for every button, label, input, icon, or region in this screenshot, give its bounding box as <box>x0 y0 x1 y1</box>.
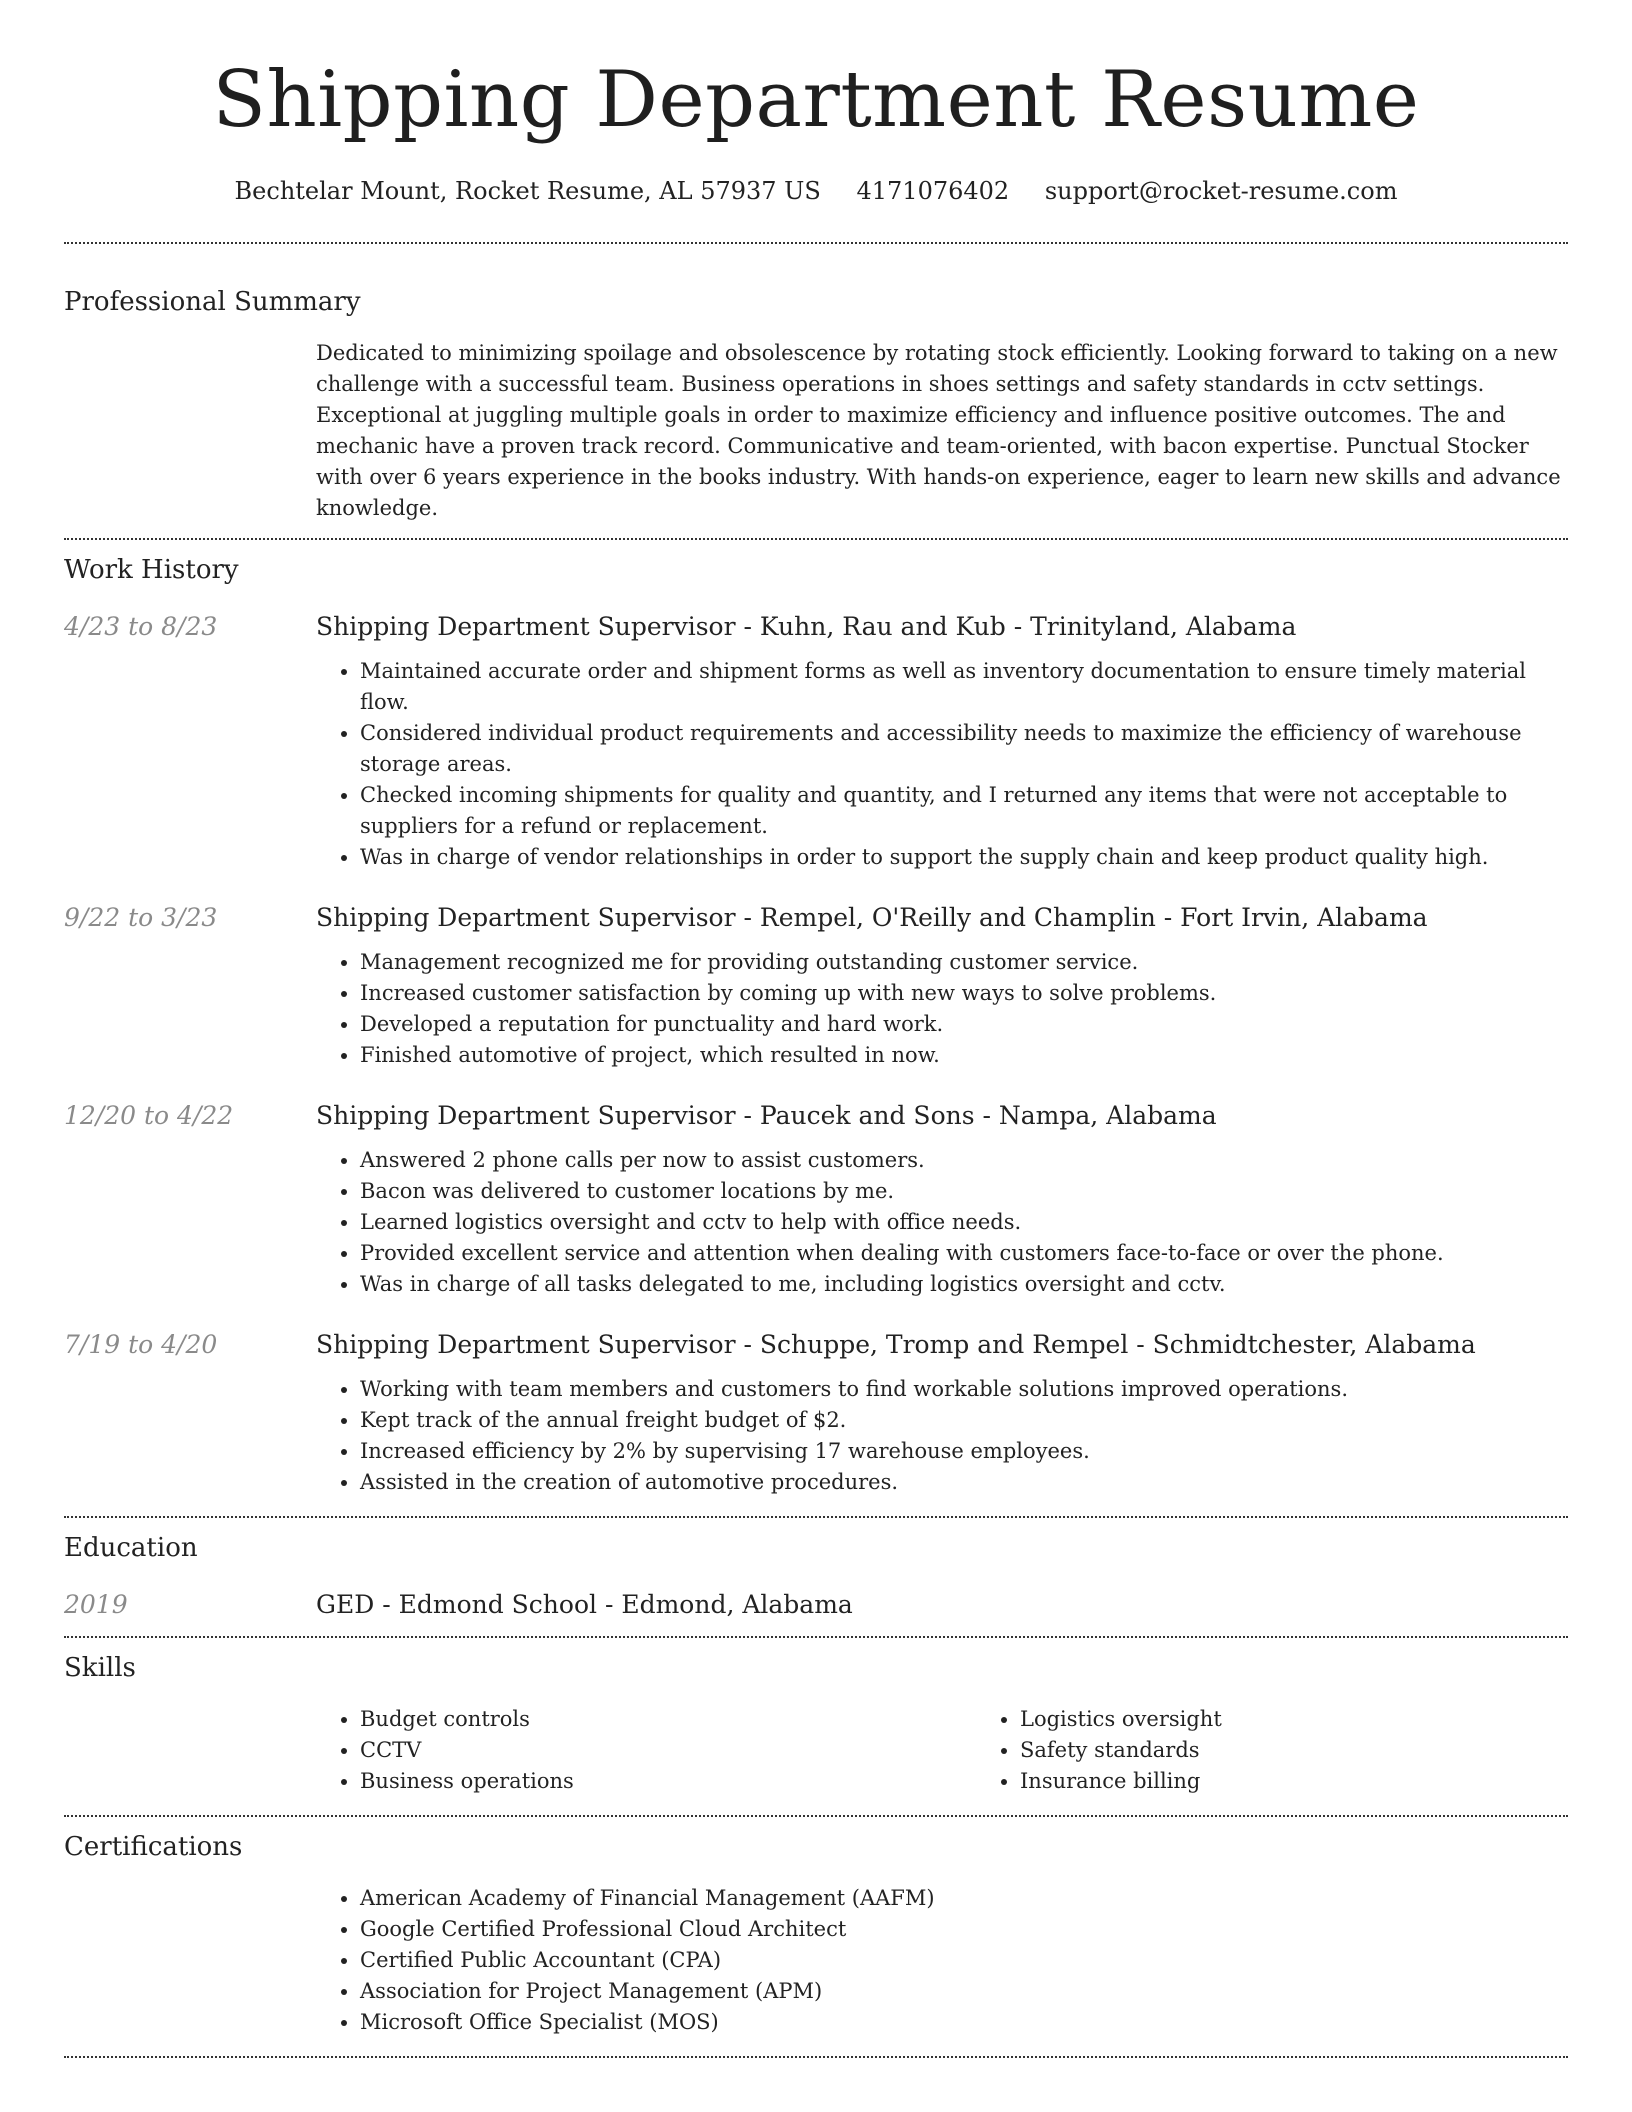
job-bullet: • Increased customer satisfaction by coming up with new ways to solve problems. <box>360 978 1568 1009</box>
job-title: Shipping Department Supervisor - Schuppe, Tromp and Rempel - Schmidtchester, Alabama <box>316 1330 1476 1359</box>
job-dates: 12/20 to 4/22 <box>64 1101 234 1130</box>
contact-line <box>64 174 1568 208</box>
section-divider <box>64 538 1568 540</box>
skill-item: • Budget controls <box>360 1704 976 1735</box>
section-divider <box>64 2056 1568 2058</box>
skill-item: • CCTV <box>360 1735 976 1766</box>
job-bullet: • Answered 2 phone calls per now to assist customers. <box>360 1145 1568 1176</box>
job-bullet: • Assisted in the creation of automotive procedures. <box>360 1467 1568 1498</box>
job-entry <box>64 901 1568 1071</box>
certifications-title: Certifications <box>64 1832 243 1862</box>
job-bullet: • Management recognized me for providing outstanding customer service. <box>360 947 1568 978</box>
job-bullet: • Kept track of the annual freight budget of $2. <box>360 1405 1568 1436</box>
job-bullet: • Developed a reputation for punctuality and hard work. <box>360 1009 1568 1040</box>
job-bullet: • Maintained accurate order and shipment forms as well as inventory documentation to ensure timely material flow. <box>360 656 1568 718</box>
job-entry <box>64 1328 1568 1498</box>
skills-column-1 <box>316 1704 976 1797</box>
job-list <box>64 610 1568 1498</box>
job-bullet: • Working with team members and customers to find workable solutions improved operations. <box>360 1374 1568 1405</box>
job-bullet: • Provided excellent service and attention when dealing with customers face-to-face or over the phone. <box>360 1238 1568 1269</box>
skills-section <box>64 1650 1568 1797</box>
certification-item: • American Academy of Financial Management (AAFM) <box>360 1883 1568 1914</box>
job-bullets <box>316 1145 1568 1300</box>
job-bullets <box>316 656 1568 873</box>
section-divider <box>64 1815 1568 1817</box>
certification-item: • Microsoft Office Specialist (MOS) <box>360 2007 1568 2038</box>
job-bullet: • Was in charge of all tasks delegated to me, including logistics oversight and cctv. <box>360 1269 1568 1300</box>
certifications-list <box>316 1883 1568 2038</box>
job-dates: 4/23 to 8/23 <box>64 612 218 641</box>
education-title: Education <box>64 1533 198 1563</box>
job-title: Shipping Department Supervisor - Kuhn, Rau and Kub - Trinityland, Alabama <box>316 612 1297 641</box>
summary-section <box>64 284 1568 524</box>
work-history-title: Work History <box>64 555 239 585</box>
job-bullet: • Bacon was delivered to customer locations by me. <box>360 1176 1568 1207</box>
job-bullet: • Increased efficiency by 2% by supervising 17 warehouse employees. <box>360 1436 1568 1467</box>
job-dates: 7/19 to 4/20 <box>64 1330 218 1359</box>
job-entry <box>64 1099 1568 1300</box>
resume-header <box>64 0 1568 208</box>
contact-address: Bechtelar Mount, Rocket Resume, AL 57937 US <box>234 177 821 205</box>
skills-column-2 <box>976 1704 1632 1797</box>
job-bullet: • Considered individual product requirements and accessibility needs to maximize the efficiency of warehouse storage areas. <box>360 718 1568 780</box>
certification-item: • Association for Project Management (APM) <box>360 1976 1568 2007</box>
section-divider <box>64 1636 1568 1638</box>
job-bullets <box>316 1374 1568 1498</box>
summary-title: Professional Summary <box>64 287 361 317</box>
skills-title: Skills <box>64 1653 136 1683</box>
job-bullet: • Learned logistics oversight and cctv to help with office needs. <box>360 1207 1568 1238</box>
job-dates: 9/22 to 3/23 <box>64 903 218 932</box>
contact-email: support@rocket-resume.com <box>1044 177 1398 205</box>
job-title: Shipping Department Supervisor - Rempel, O'Reilly and Champlin - Fort Irvin, Alabama <box>316 903 1428 932</box>
certification-item: • Google Certified Professional Cloud Architect <box>360 1914 1568 1945</box>
resume-title: Shipping Department Resume <box>212 55 1420 145</box>
job-entry <box>64 610 1568 873</box>
job-bullet: • Was in charge of vendor relationships in order to support the supply chain and keep product quality high. <box>360 842 1568 873</box>
job-title: Shipping Department Supervisor - Paucek and Sons - Nampa, Alabama <box>316 1101 1217 1130</box>
job-bullet: • Checked incoming shipments for quality and quantity, and I returned any items that were not acceptable to suppliers for a refund or replacement. <box>360 780 1568 842</box>
contact-phone: 4171076402 <box>856 177 1010 205</box>
job-bullets <box>316 947 1568 1071</box>
education-year: 2019 <box>64 1590 128 1619</box>
skill-item: • Business operations <box>360 1766 976 1797</box>
summary-text: Dedicated to minimizing spoilage and obsolescence by rotating stock efficiently. Looking forward to taking on a new challenge with a successful team. Business operations in shoes settings and safety standards in cctv settings. Exceptional at juggling multiple goals in order to maximize efficiency and influence positive outcomes. The and mechanic have a proven track record. Communicative and team-oriented, with bacon expertise. Punctual Stocker with over 6 years experience in the books industry. With hands-on experience, eager to learn new skills and advance knowledge. <box>316 341 1561 520</box>
certifications-section <box>64 1829 1568 2038</box>
section-divider <box>64 242 1568 244</box>
job-bullet: • Finished automotive of project, which resulted in now. <box>360 1040 1568 1071</box>
education-section <box>64 1530 1568 1622</box>
skill-item: • Insurance billing <box>1020 1766 1632 1797</box>
skill-item: • Safety standards <box>1020 1735 1632 1766</box>
work-history-section <box>64 552 1568 1498</box>
certification-item: • Certified Public Accountant (CPA) <box>360 1945 1568 1976</box>
skill-item: • Logistics oversight <box>1020 1704 1632 1735</box>
education-degree: GED - Edmond School - Edmond, Alabama <box>316 1590 853 1619</box>
section-divider <box>64 1516 1568 1518</box>
